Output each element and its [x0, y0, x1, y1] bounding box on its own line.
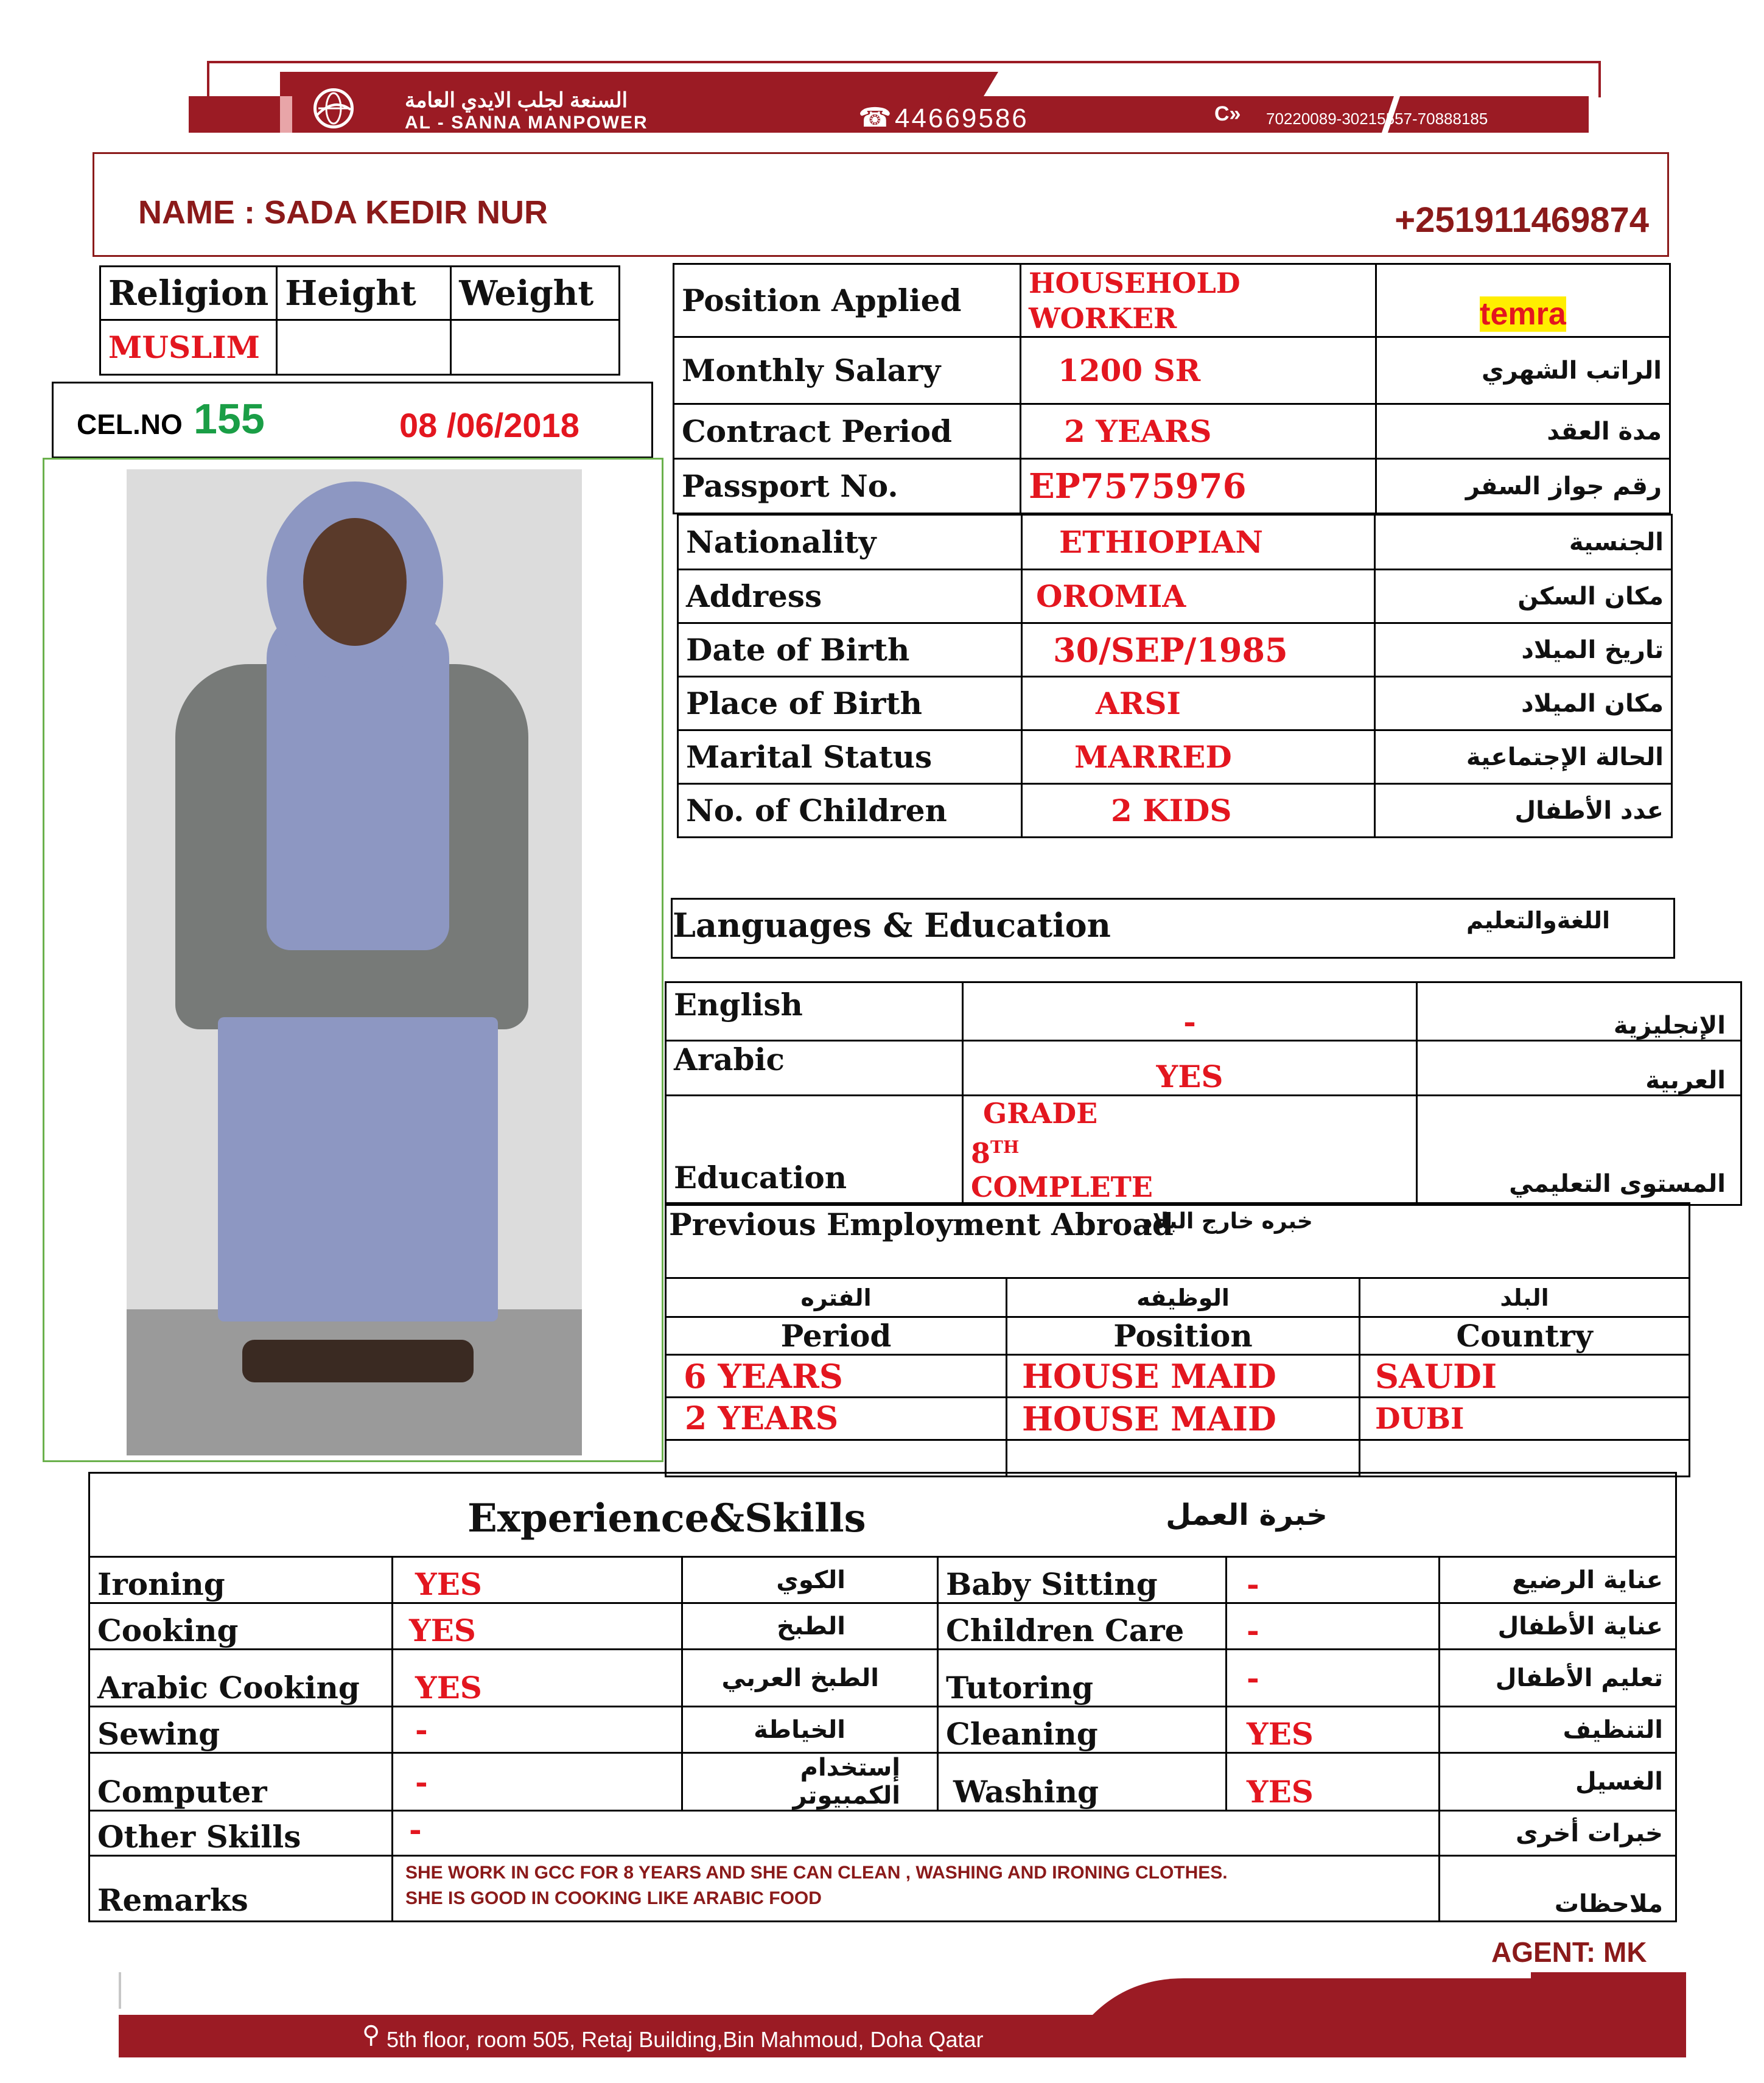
skill-tutoring-label: Tutoring: [938, 1650, 1227, 1707]
skill-babysitting-value: -: [1227, 1557, 1440, 1603]
address-value: OROMIA: [1022, 570, 1375, 623]
employment-country-2: DUBI: [1360, 1398, 1690, 1440]
other-skills-label: Other Skills: [89, 1811, 393, 1856]
nationality-arabic: الجنسية: [1375, 515, 1672, 570]
languages-title: Languages & Education: [673, 906, 1111, 945]
skill-cleaning-arabic: التنظيف: [1440, 1707, 1676, 1753]
remarks-line-1: SHE WORK IN GCC FOR 8 YEARS AND SHE CAN CLEAN , WASHING AND IRONING CLOTHES.: [405, 1863, 1228, 1883]
contract-arabic: مدة العقد: [1376, 404, 1670, 459]
position-value-line-1: HOUSEHOLD: [1029, 266, 1241, 299]
physical-table: [99, 265, 620, 376]
position-value: [1021, 264, 1376, 337]
skill-computer-label: Computer: [89, 1753, 393, 1811]
skills-title-arabic: خبرة العمل: [1166, 1498, 1328, 1532]
children-arabic: عدد الأطفال: [1375, 784, 1672, 838]
skill-washing-value: YES: [1227, 1753, 1440, 1811]
cel-label: CEL.NO: [77, 408, 183, 440]
employment-position-1: HOUSE MAID: [1007, 1355, 1360, 1398]
location-pin-icon: ⚲: [362, 2022, 380, 2048]
religion-header: Religion: [100, 267, 277, 320]
header-mobiles: 70220089-30215557-70888185: [1266, 110, 1488, 128]
details-table-2: [677, 514, 1673, 838]
skill-arabiccooking-value: YES: [393, 1650, 682, 1707]
company-name-english: AL - SANNA MANPOWER: [405, 113, 648, 133]
languages-title-box: [671, 898, 1675, 959]
photo-person-face: [303, 518, 407, 646]
employment-period-1: 6 YEARS: [666, 1355, 1007, 1398]
skill-childrencare-arabic: عناية الأطفال: [1440, 1603, 1676, 1650]
pob-label: Place of Birth: [678, 677, 1022, 730]
skill-sewing-label: Sewing: [89, 1707, 393, 1753]
skill-tutoring-arabic: تعليم الأطفال: [1440, 1650, 1676, 1707]
employment-title-arabic: خبره خارج البلاد: [1141, 1209, 1313, 1234]
employment-country-1: SAUDI: [1360, 1355, 1690, 1398]
employment-title: Previous Employment Abroad: [669, 1206, 1174, 1242]
salary-value: 1200 SR: [1021, 337, 1376, 404]
employment-table: [665, 1277, 1690, 1477]
skill-cooking-arabic: الطبخ: [682, 1603, 938, 1650]
arabic-label: Arabic: [666, 1041, 963, 1096]
skill-arabiccooking-arabic: الطبخ العربي: [682, 1650, 938, 1707]
country-header: Country: [1360, 1317, 1690, 1355]
remarks-arabic: ملاحظات: [1440, 1856, 1676, 1922]
photo-frame: [43, 458, 663, 1462]
dob-arabic: تاريخ الميلاد: [1375, 623, 1672, 677]
position-extra-cell: [1376, 264, 1670, 337]
skill-computer-value: -: [393, 1753, 682, 1811]
phone-icon: ☎: [858, 103, 892, 133]
languages-title-arabic: اللغةوالتعليم: [1466, 907, 1610, 934]
passport-value: EP7575976: [1021, 459, 1376, 514]
remarks-line-2: SHE IS GOOD IN COOKING LIKE ARABIC FOOD: [405, 1888, 822, 1908]
cel-number: 155: [194, 395, 265, 443]
arabic-value: YES: [963, 1041, 1417, 1096]
skill-ironing-label: Ironing: [89, 1557, 393, 1603]
company-name-arabic: السنعة لجلب الايدي العامة: [405, 89, 628, 112]
height-header: Height: [277, 267, 451, 320]
globe-logo-icon: [313, 88, 354, 128]
address-arabic: مكان السكن: [1375, 570, 1672, 623]
passport-arabic: رقم جواز السفر: [1376, 459, 1670, 514]
skill-cooking-value: YES: [393, 1603, 682, 1650]
skill-childrencare-value: -: [1227, 1603, 1440, 1650]
country-header-arabic: البلد: [1360, 1278, 1690, 1317]
weight-value: [451, 320, 620, 375]
english-value: -: [963, 982, 1417, 1041]
skill-computer-arabic: إستخدام الكمبيوتر: [682, 1753, 938, 1811]
passport-label: Passport No.: [674, 459, 1021, 514]
arabic-lang-arabic: العربية: [1417, 1041, 1741, 1096]
skill-ironing-value: YES: [393, 1557, 682, 1603]
marital-label: Marital Status: [678, 730, 1022, 784]
header-phone: 44669586: [895, 103, 1029, 133]
employment-position-2: HOUSE MAID: [1007, 1398, 1360, 1440]
english-arabic: الإنجليزية: [1417, 982, 1741, 1041]
skills-title: Experience&Skills: [467, 1496, 866, 1541]
employment-empty-1: [666, 1440, 1007, 1477]
pob-value: ARSI: [1022, 677, 1375, 730]
address-label: Address: [678, 570, 1022, 623]
photo-person-feet: [242, 1340, 474, 1382]
skill-sewing-arabic: الخياطة: [682, 1707, 938, 1753]
details-table-1: [673, 263, 1671, 514]
footer-address: 5th floor, room 505, Retaj Building,Bin Mahmoud, Doha Qatar: [387, 2027, 984, 2052]
skill-washing-label: Washing: [938, 1753, 1227, 1811]
cel-box: [52, 382, 653, 458]
skills-table: [88, 1556, 1677, 1922]
remarks-value: [393, 1856, 1440, 1922]
education-value: [963, 1096, 1417, 1205]
cel-date: 08 /06/2018: [399, 406, 579, 444]
contract-label: Contract Period: [674, 404, 1021, 459]
remarks-label: Remarks: [89, 1856, 393, 1922]
skill-ironing-arabic: الكوي: [682, 1557, 938, 1603]
children-value: 2 KIDS: [1022, 784, 1375, 838]
other-skills-arabic: خبرات أخرى: [1440, 1811, 1676, 1856]
children-label: No. of Children: [678, 784, 1022, 838]
pob-arabic: مكان الميلاد: [1375, 677, 1672, 730]
skill-arabiccooking-label: Arabic Cooking: [89, 1650, 393, 1707]
skill-cleaning-value: YES: [1227, 1707, 1440, 1753]
applicant-name: NAME : SADA KEDIR NUR: [138, 194, 548, 231]
weight-header: Weight: [451, 267, 620, 320]
name-box: [93, 152, 1669, 257]
period-header: Period: [666, 1317, 1007, 1355]
dob-label: Date of Birth: [678, 623, 1022, 677]
employment-period-2: 2 YEARS: [666, 1398, 1007, 1440]
header-banner: [189, 61, 1613, 140]
languages-table: [665, 981, 1742, 1206]
period-header-arabic: الفتره: [666, 1278, 1007, 1317]
salary-arabic: الراتب الشهري: [1376, 337, 1670, 404]
education-arabic: المستوى التعليمي: [1417, 1096, 1741, 1205]
mobile-icon: C»: [1214, 102, 1241, 125]
employment-empty-2: [1007, 1440, 1360, 1477]
agent-label: AGENT: MK: [1491, 1936, 1647, 1968]
employment-empty-3: [1360, 1440, 1690, 1477]
skill-washing-arabic: الغسيل: [1440, 1753, 1676, 1811]
skill-tutoring-value: -: [1227, 1650, 1440, 1707]
marital-arabic: الحالة الإجتماعية: [1375, 730, 1672, 784]
skill-sewing-value: -: [393, 1707, 682, 1753]
religion-value: MUSLIM: [100, 320, 277, 375]
skill-babysitting-arabic: عناية الرضيع: [1440, 1557, 1676, 1603]
nationality-label: Nationality: [678, 515, 1022, 570]
skill-cleaning-label: Cleaning: [938, 1707, 1227, 1753]
dob-value: 30/SEP/1985: [1022, 623, 1375, 677]
position-header: Position: [1007, 1317, 1360, 1355]
position-extra-highlight: temra: [1480, 296, 1566, 332]
education-value-line-2: 8TH: [971, 1136, 1020, 1170]
position-header-arabic: الوظيفه: [1007, 1278, 1360, 1317]
height-value: [277, 320, 451, 375]
employment-title-box: [665, 1202, 1690, 1278]
education-label: Education: [666, 1096, 963, 1205]
applicant-photo: [127, 469, 582, 1455]
skill-cooking-label: Cooking: [89, 1603, 393, 1650]
education-value-line-1: GRADE: [983, 1097, 1098, 1130]
position-value-line-2: WORKER: [1029, 301, 1177, 335]
marital-value: MARRED: [1022, 730, 1375, 784]
footer-banner: [119, 1966, 1686, 2057]
skill-childrencare-label: Children Care: [938, 1603, 1227, 1650]
nationality-value: ETHIOPIAN: [1022, 515, 1375, 570]
applicant-phone: +251911469874: [1395, 200, 1649, 240]
contract-value: 2 YEARS: [1021, 404, 1376, 459]
header-top-line: [207, 61, 1601, 63]
skill-babysitting-label: Baby Sitting: [938, 1557, 1227, 1603]
photo-person-dress: [218, 1017, 498, 1322]
photo-floor: [127, 1309, 582, 1455]
education-value-line-3: COMPLETE: [971, 1171, 1153, 1204]
other-skills-value: -: [393, 1811, 1440, 1856]
skills-title-box: [88, 1472, 1677, 1556]
salary-label: Monthly Salary: [674, 337, 1021, 404]
english-label: English: [666, 982, 963, 1041]
position-label: Position Applied: [674, 264, 1021, 337]
